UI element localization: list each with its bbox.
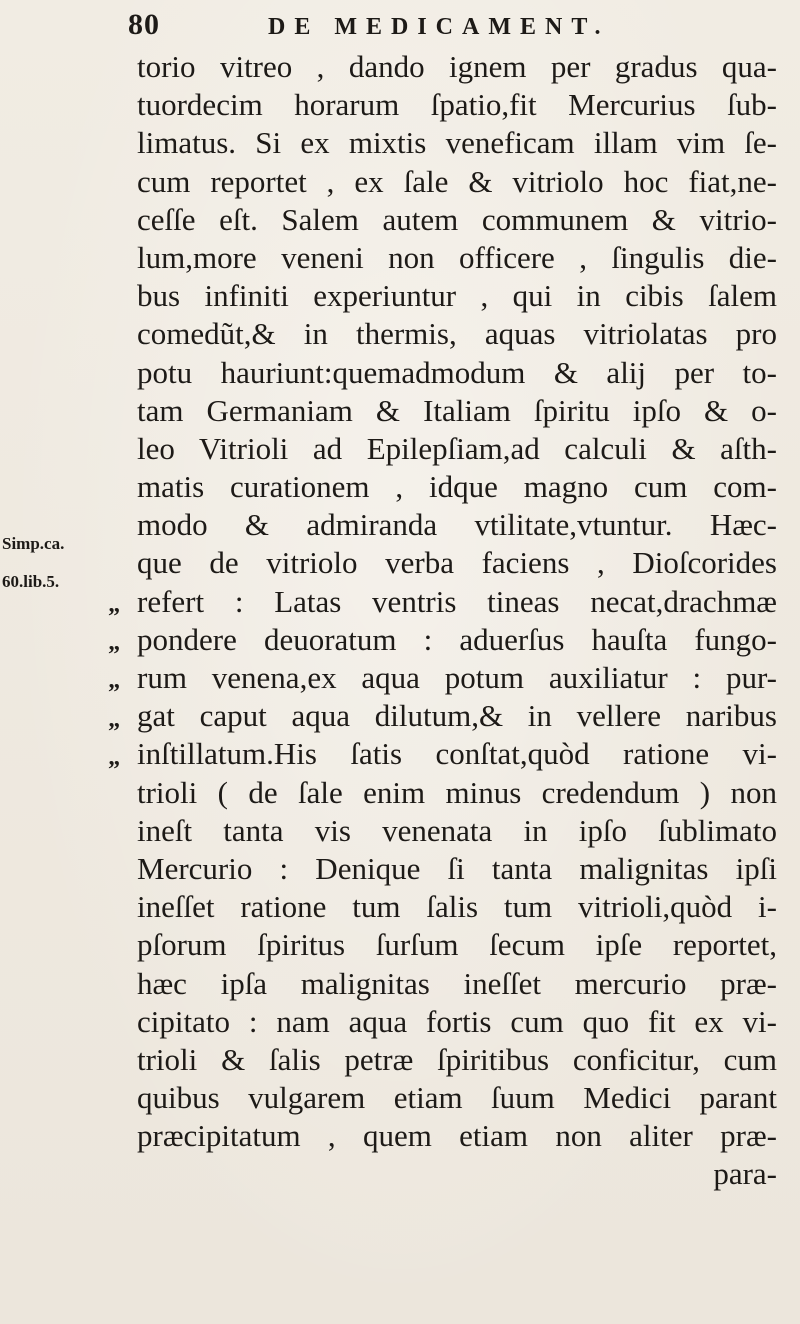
text-line: ineſſet ratione tum ſalis tum vitrioli,quòd i- <box>137 889 777 925</box>
text-line: potu hauriunt:quemadmodum & alij per to- <box>137 354 777 390</box>
quotation-mark: ” <box>108 680 120 707</box>
running-header <box>128 8 688 48</box>
text-line: modo & admiranda vtilitate,vtuntur. Hæc- <box>137 507 777 543</box>
quotation-mark: ” <box>108 718 120 745</box>
page-number: 80 <box>128 8 160 41</box>
text-line: inſtillatum.His ſatis conſtat,quòd ratione vi- <box>137 736 777 772</box>
text-line: limatus. Si ex mixtis veneficam illam vim ſe- <box>137 125 777 161</box>
quotation-marks-column <box>108 602 136 793</box>
text-line: torio vitreo , dando ignem per gradus qua- <box>137 49 777 84</box>
catchword: para- <box>713 1156 777 1192</box>
text-line: quibus vulgarem etiam ſuum Medici parant <box>137 1080 777 1116</box>
text-line: rum venena,ex aqua potum auxiliatur : pur- <box>137 660 777 695</box>
marginal-note <box>2 525 132 601</box>
quotation-mark: ” <box>108 604 120 630</box>
text-line: comedũt,& in thermis, aquas vitriolatas pro <box>137 316 777 352</box>
text-line: matis curationem , idque magno cum com- <box>137 469 777 505</box>
running-title: DE MEDICAMENT. <box>268 14 610 40</box>
text-line: que de vitriolo verba faciens , Dioſcorides <box>137 545 777 581</box>
text-line: bus infiniti experiuntur , qui in cibis ſalem <box>137 278 777 314</box>
text-line: præcipitatum , quem etiam non aliter præ- <box>137 1118 777 1154</box>
text-line: tuordecim horarum ſpatio,fit Mercurius ſub- <box>137 87 777 123</box>
quotation-mark: ” <box>108 642 120 669</box>
text-line: gat caput aqua dilutum,& in vellere naribus <box>137 698 777 734</box>
quotation-mark: ” <box>108 756 120 783</box>
text-line: ineſt tanta vis venenata in ipſo ſublimato <box>137 812 777 848</box>
text-line: lum,more veneni non officere , ſingulis die- <box>137 239 777 275</box>
marginal-note-line: Simp.ca. <box>2 534 65 553</box>
text-line: pſorum ſpiritus ſurſum ſecum ipſe reportet, <box>137 927 777 963</box>
text-line: trioli & ſalis petræ ſpiritibus conficitur, cum <box>137 1041 777 1077</box>
text-line: leo Vitrioli ad Epilepſiam,ad calculi & aſth- <box>137 430 777 466</box>
text-line: tam Germaniam & Italiam ſpiritu ipſo & o- <box>137 392 777 428</box>
text-line: pondere deuoratum : aduerſus hauſta fungo- <box>137 621 777 657</box>
text-line: trioli ( de ſale enim minus credendum ) non <box>137 774 777 810</box>
text-line: Mercurio : Denique ſi tanta malignitas ipſi <box>137 850 777 886</box>
text-line: hæc ipſa malignitas ineſſet mercurio præ- <box>137 965 777 1001</box>
text-line: ceſſe eſt. Salem autem communem & vitrio- <box>137 201 777 237</box>
body-text <box>137 48 777 1194</box>
text-line: cum reportet , ex ſale & vitriolo hoc fiat,ne- <box>137 163 777 199</box>
marginal-note-line: 60.lib.5. <box>2 572 60 592</box>
text-line: refert : Latas ventris tineas necat,drachmæ <box>137 583 777 619</box>
text-line: cipitato : nam aqua fortis cum quo fit ex vi- <box>137 1003 777 1039</box>
